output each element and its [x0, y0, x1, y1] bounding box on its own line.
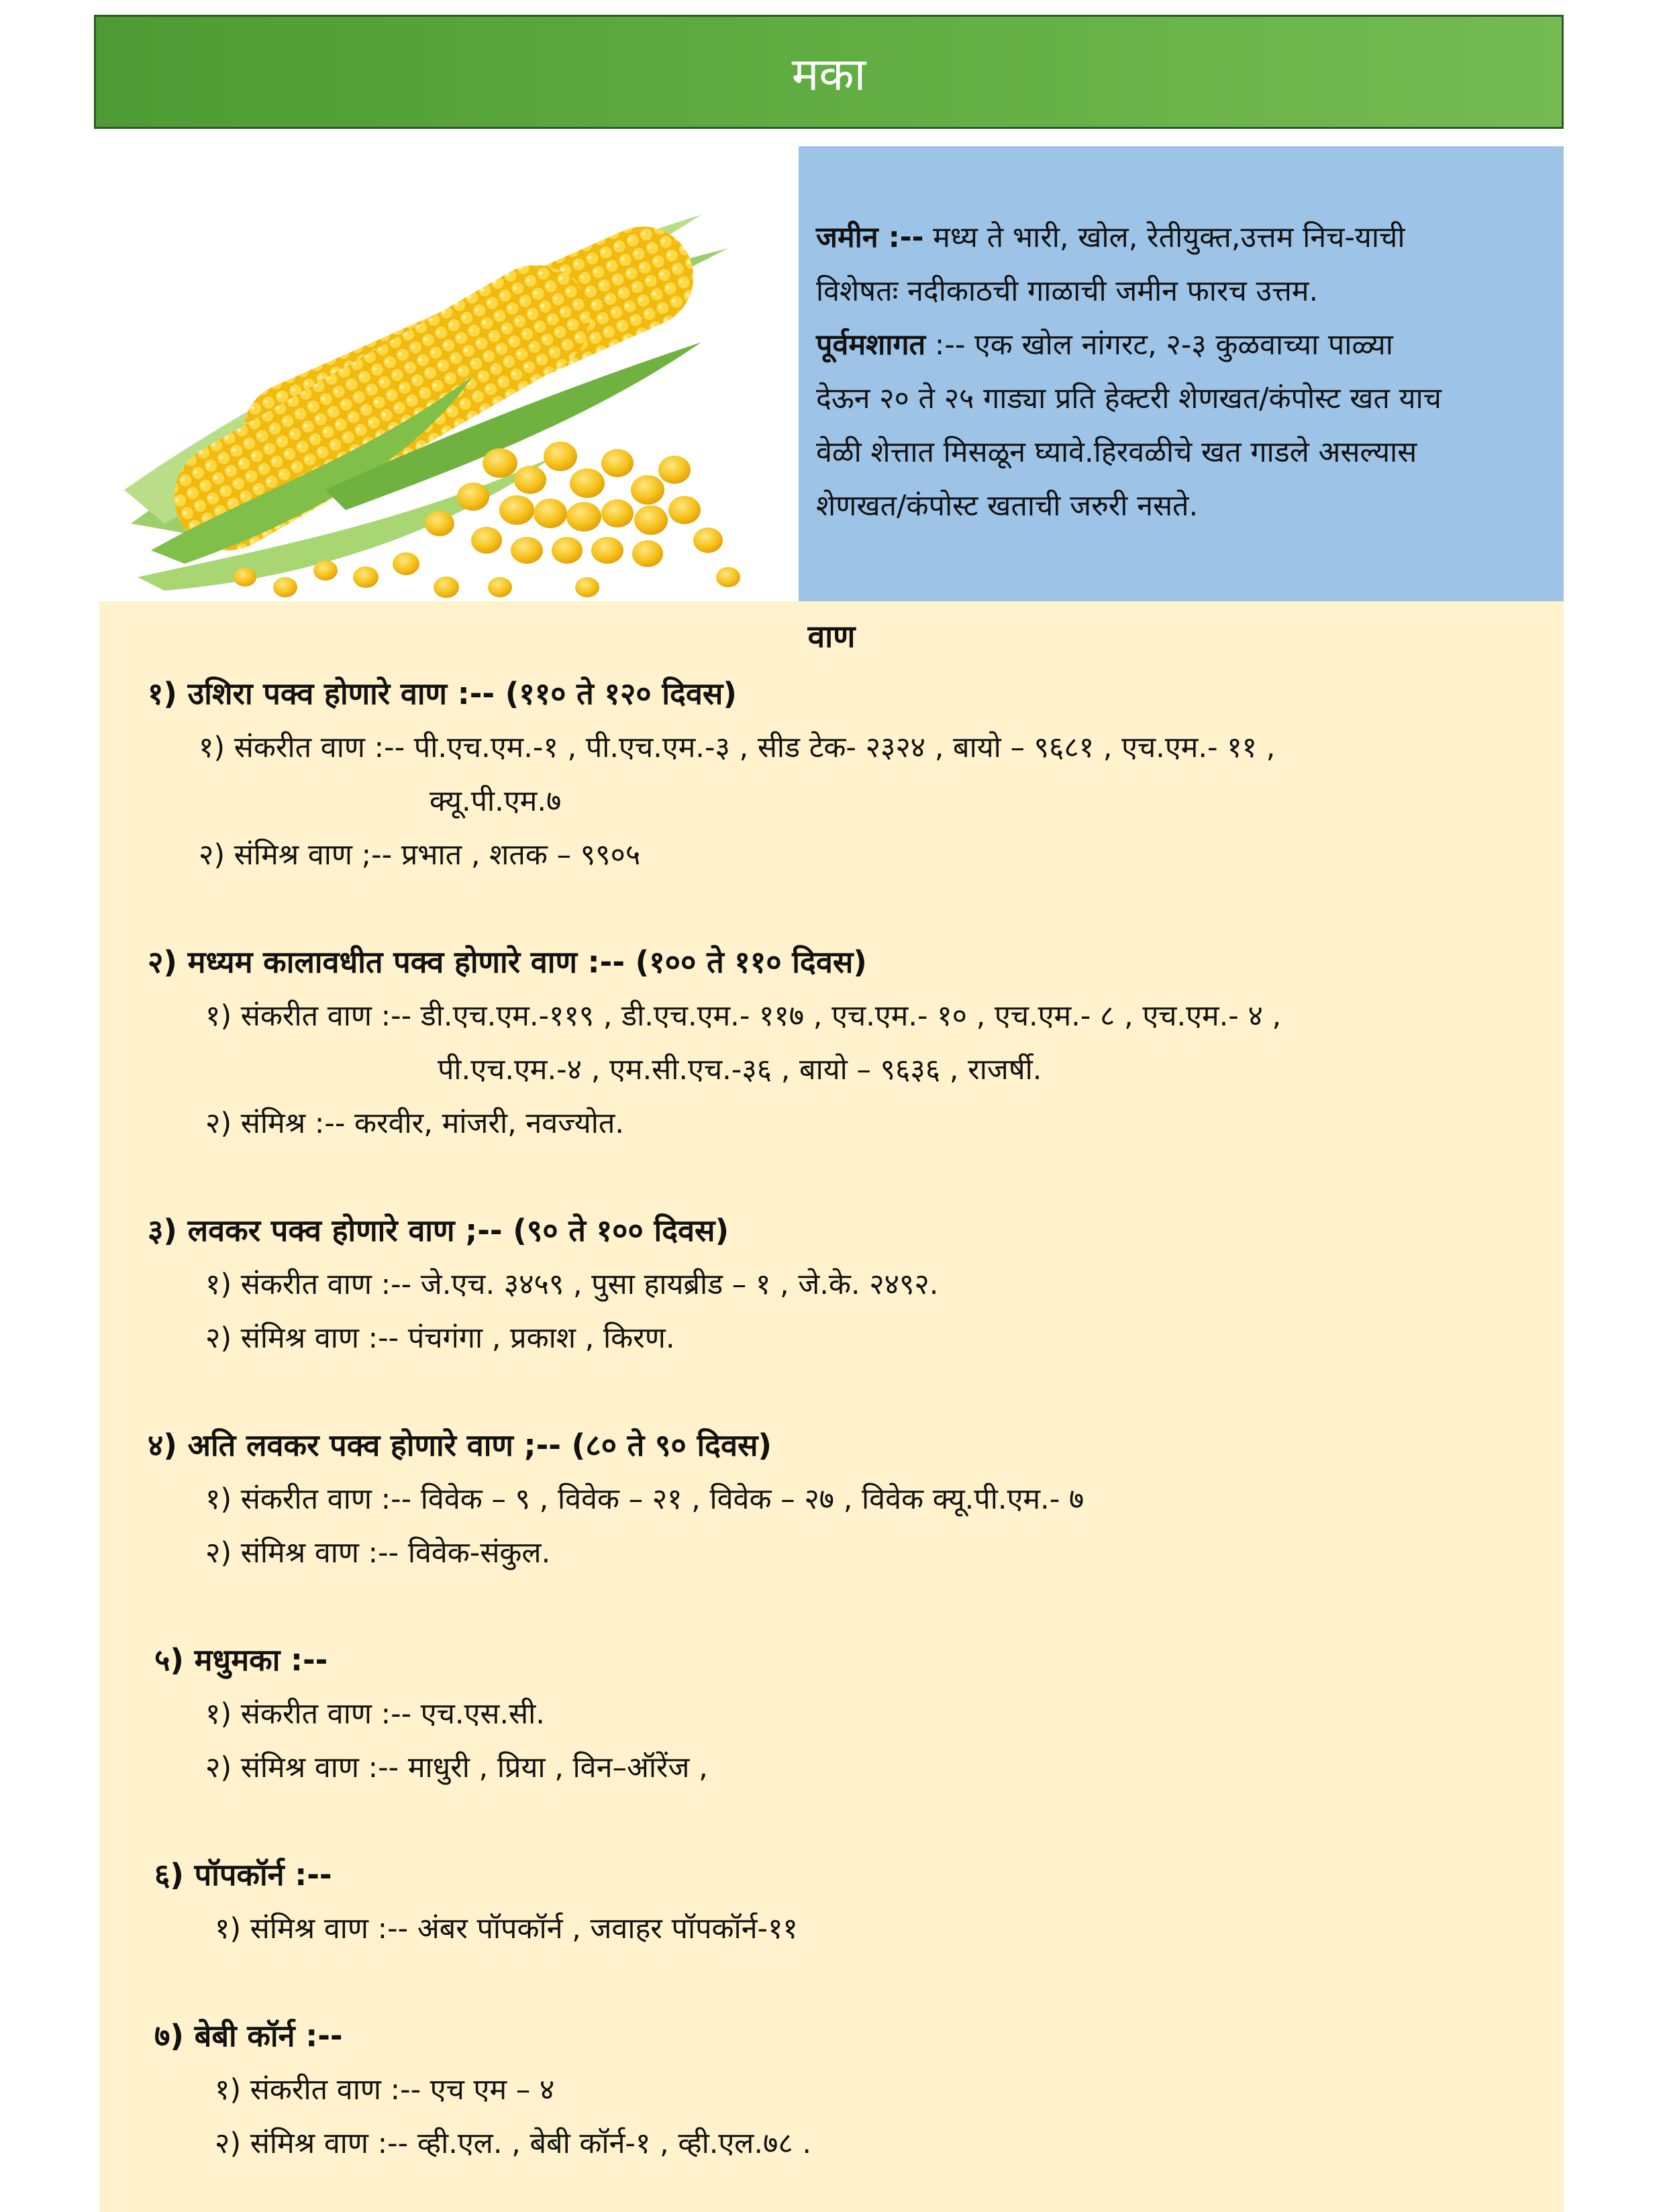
page-title-text: मका [791, 48, 866, 101]
section-late-hybrid: १) संकरीत वाण :-- पी.एच.एम.-१ , पी.एच.एम.-३ , सीड टेक- २३२४ , बायो – ९६८१ , एच.एम.- ११ , [199, 731, 1276, 764]
section-late-composite: २) संमिश्र वाण ;-- प्रभात , शतक – ९९०५ [199, 838, 641, 872]
prep-label: पूर्वमशागत [816, 328, 926, 362]
section-very-early-composite: २) संमिश्र वाण :-- विवेक-संकुल. [205, 1536, 551, 1570]
section-baby-corn-hybrid: १) संकरीत वाण :-- एच एम – ४ [215, 2073, 555, 2107]
section-medium-title: २) मध्यम कालावधीत पक्व होणारे वाण :-- (१०० ते ११० दिवस) [148, 944, 867, 980]
varieties-heading: वाण [807, 618, 856, 654]
section-popcorn-composite: १) संमिश्र वाण :-- अंबर पॉपकॉर्न , जवाहर पॉपकॉर्न-११ [215, 1912, 798, 1946]
prep-text-1: :-- एक खोल नांगरट, २-३ कुळवाच्या पाळ्या [925, 328, 1393, 362]
corn-icon [124, 174, 768, 617]
prep-text-2: देऊन २० ते २५ गाड्या प्रति हेक्टरी शेणखत/कंपोस्ट खत याच [816, 382, 1442, 415]
section-early-title: ३) लवकर पक्व होणारे वाण ;-- (९० ते १०० दिवस) [148, 1213, 729, 1248]
soil-line-1 [816, 211, 1544, 264]
prep-line-1 [816, 318, 1544, 372]
prep-text-3: वेळी शेत्तात मिसळून घ्यावे.हिरवळीचे खत गाडले असल्यास [816, 436, 1417, 469]
section-baby-corn-title: ७) बेबी कॉर्न :-- [154, 2018, 343, 2054]
section-very-early-hybrid: १) संकरीत वाण :-- विवेक – ९ , विवेक – २१ , विवेक – २७ , विवेक क्यू.पी.एम.- ७ [205, 1482, 1084, 1516]
soil-text-1: मध्य ते भारी, खोल, रेतीयुक्त,उत्तम निच-याची [923, 221, 1405, 254]
section-medium-hybrid-cont: पी.एच.एम.-४ , एम.सी.एच.-३६ , बायो – ९६३६ , राजर्षी. [438, 1053, 1042, 1087]
page-title [94, 15, 1564, 129]
soil-text-2: विशेषतः नदीकाठची गाळाची जमीन फारच उत्तम. [816, 274, 1319, 308]
section-late-hybrid-cont: क्यू.पी.एम.७ [430, 785, 562, 818]
section-early-hybrid: १) संकरीत वाण :-- जे.एच. ३४५९ , पुसा हायब्रीड – १ , जे.के. २४९२. [205, 1268, 939, 1301]
soil-label: जमीन :-- [816, 221, 924, 254]
section-medium-hybrid: १) संकरीत वाण :-- डी.एच.एम.-११९ , डी.एच.एम.- ११७ , एच.एम.- १० , एच.एम.- ८ , एच.एम.- ४ , [205, 999, 1282, 1033]
prep-text-4: शेणखत/कंपोस्ट खताची जरुरी नसते. [816, 489, 1199, 523]
section-popcorn-title: ६) पॉपकॉर्न :-- [154, 1857, 332, 1893]
section-very-early-title: ४) अति लवकर पक्व होणारे वाण ;-- (८० ते ९० दिवस) [148, 1427, 772, 1463]
section-medium-composite: २) संमिश्र :-- करवीर, मांजरी, नवज्योत. [205, 1107, 625, 1140]
section-baby-corn-composite: २) संमिश्र वाण :-- व्ही.एल. , बेबी कॉर्न-१ , व्ही.एल.७८ . [215, 2127, 812, 2160]
section-sweet-corn-composite: २) संमिश्र वाण :-- माधुरी , प्रिया , विन–ऑरेंज , [205, 1751, 708, 1784]
section-sweet-corn-title: ५) मधुमका :-- [154, 1642, 328, 1678]
section-early-composite: २) संमिश्र वाण :-- पंचगंगा , प्रकाश , किरण. [205, 1321, 675, 1355]
varieties-section [99, 601, 1564, 2212]
soil-preparation-box [799, 146, 1564, 601]
section-late-title: १) उशिरा पक्व होणारे वाण :-- (११० ते १२० दिवस) [148, 676, 737, 711]
section-sweet-corn-hybrid: १) संकरीत वाण :-- एच.एस.सी. [205, 1697, 545, 1731]
